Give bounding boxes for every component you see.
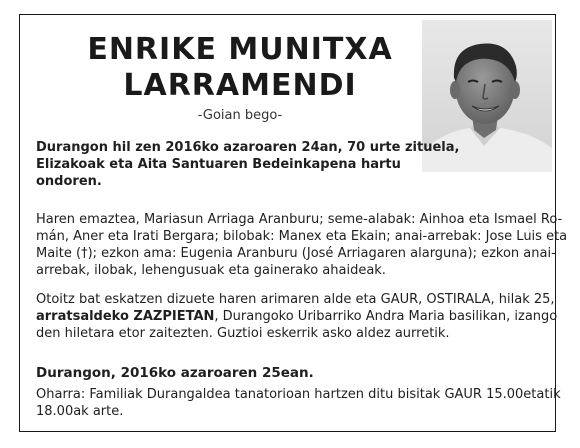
funeral-location: , Durangoko Uribarriko Andra Maria basilikan, izango [214,309,558,324]
prayer-line: Otoitz bat eskatzen dizuete haren arimaren alde eta GAUR, OSTIRALA, hilak 25, [36,292,555,307]
family-line: Maite (†); ezkon ama: Eugenia Aranburu (José Arriagaren alarguna); ezkon anai- [36,246,556,261]
deceased-name-line2: LARRAMENDI [123,68,357,103]
subtitle: -Goian bego- [197,108,283,123]
family-paragraph [36,211,567,279]
intro-line: ondoren. [36,174,102,189]
intro-line: Elizakoak eta Aita Santuaren Bedeinkapena hartu [36,157,401,172]
prayer-line [36,308,557,325]
deceased-name [70,32,410,104]
deceased-name-line1: ENRIKE MUNITXA [87,32,393,67]
family-line: Haren emaztea, Mariasun Arriaga Aranburu; seme-alabak: Ainhoa eta Ismael Ro- [36,212,563,227]
note-paragraph [36,386,561,420]
funeral-time: arratsaldeko ZAZPIETAN [36,309,215,324]
note-line: Oharra: Familiak Durangaldea tanatorioan hartzen ditu bisitak GAUR 15.00etatik [36,387,561,402]
family-line: mán, Aner eta Irati Bergara; bilobak: Manex eta Ekain; anai-arrebak: Jose Luis eta [36,229,568,244]
family-line: arrebak, ilobak, lehengusuak eta gainerako ahaideak. [36,263,386,278]
intro-paragraph [36,139,459,190]
prayer-paragraph [36,291,557,342]
place-date: Durangon, 2016ko azaroaren 25ean. [36,365,314,381]
prayer-line: den hiletara etor zaitezten. Guztioi eskerrik asko aldez aurretik. [36,326,450,341]
note-line: 18.00ak arte. [36,404,124,419]
intro-line: Durangon hil zen 2016ko azaroaren 24an, 70 urte zituela, [36,140,460,155]
